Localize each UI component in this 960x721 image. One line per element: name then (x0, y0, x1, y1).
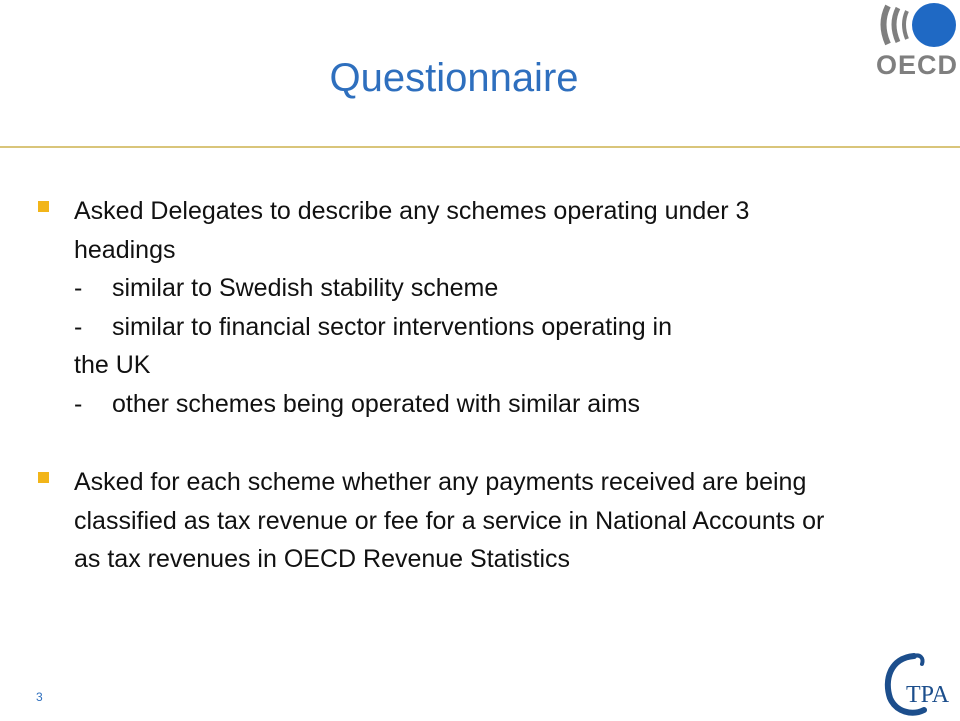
sub-item-text: similar to Swedish stability scheme (112, 274, 499, 302)
page-number: 3 (36, 690, 43, 704)
sub-item (74, 385, 856, 424)
bullet-text: Asked Delegates to describe any schemes operating under 3 headings (74, 197, 750, 264)
oecd-wordmark: OECD (876, 50, 959, 80)
sub-item-dash: - (74, 274, 83, 302)
ctpa-c-icon (884, 650, 956, 716)
sub-item (74, 308, 856, 347)
slide-content (36, 192, 856, 579)
sub-item-text: similar to financial sector interventions operating in (112, 312, 672, 341)
sub-item-text: other schemes being operated with similar aims (112, 389, 641, 418)
oecd-globe-icon (876, 2, 958, 52)
slide-title: Questionnaire (329, 56, 579, 100)
bullet-text: Asked for each scheme whether any payments received are being classified as tax revenue or fee for a service in National Accounts or as tax revenues in OECD Revenue Statistics (74, 468, 825, 573)
title-divider (0, 146, 960, 148)
oecd-logo (876, 2, 958, 80)
ctpa-wordmark: TPA (906, 682, 950, 708)
sub-item-dash: - (74, 312, 83, 341)
ctpa-logo (884, 650, 956, 716)
bullet-item (36, 463, 856, 579)
sub-item (74, 269, 856, 308)
bullet-square-icon (38, 472, 49, 483)
bullet-item (36, 192, 856, 423)
sub-item-continuation: the UK (74, 351, 151, 379)
bullet-square-icon (38, 201, 49, 212)
sub-item-dash: - (74, 389, 83, 418)
